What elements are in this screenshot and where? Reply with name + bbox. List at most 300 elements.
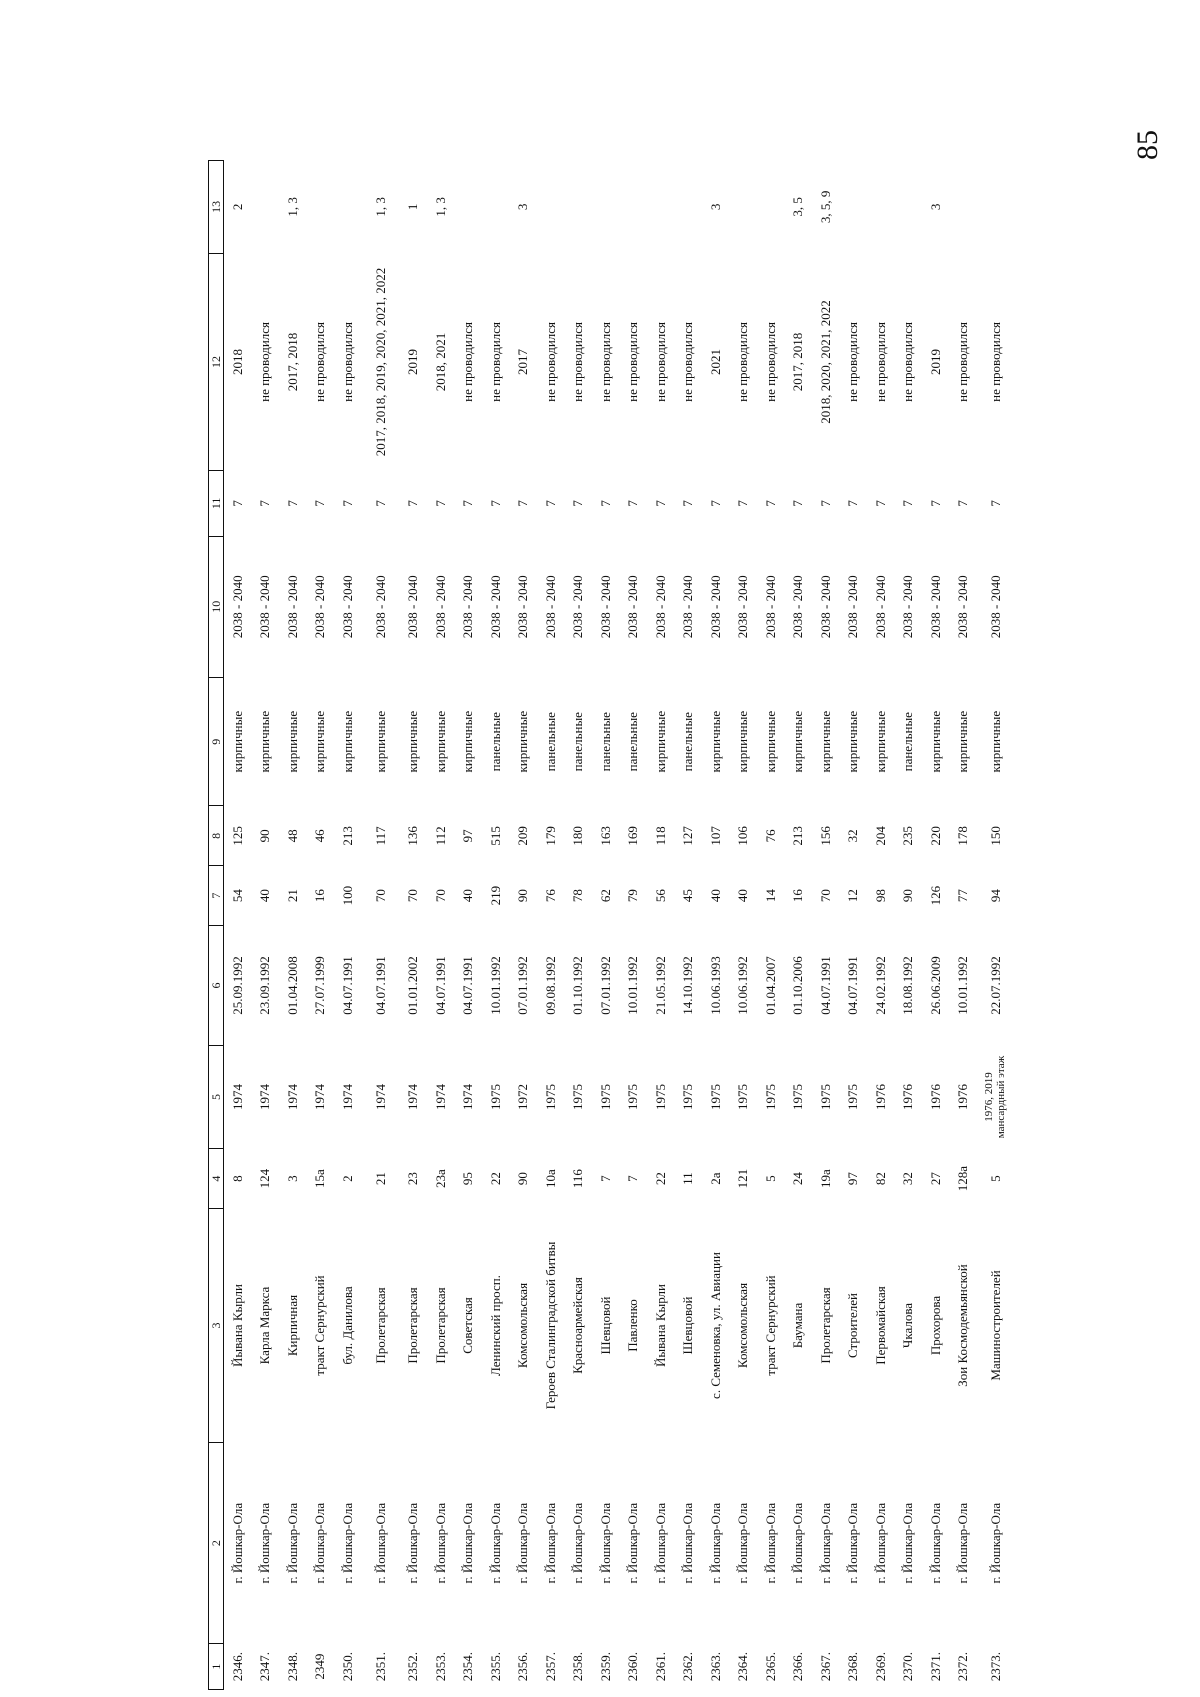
col12-cell: 2017, 2018 [790,332,806,392]
column-number-row [209,161,224,1690]
table-row [537,161,565,1690]
table-row [840,161,868,1690]
period-cell: 2038 - 2040 [625,575,641,639]
period-cell: 2038 - 2040 [339,575,355,639]
period-cell: 2038 - 2040 [229,575,245,639]
city-cell: г. Йошкар-Ола [762,1502,778,1584]
col8-cell: 76 [762,829,778,843]
row-number: 2361. [652,1652,668,1682]
table-row [757,161,785,1690]
city-cell: г. Йошкар-Ола [680,1502,696,1584]
material-cell: кирпичные [432,710,448,773]
material-cell: панельные [570,712,586,772]
material-cell: кирпичные [735,710,751,773]
date-cell: 09.08.1992 [542,956,558,1015]
col11-cell: 7 [872,500,888,507]
date-cell: 22.07.1992 [988,956,1004,1015]
col13-cell: 1, 3 [372,197,388,217]
city-cell: г. Йошкар-Ола [542,1502,558,1584]
column-number-4: 4 [209,1149,224,1209]
street-cell: Карла Маркса [257,1286,273,1365]
col11-cell: 7 [735,500,751,507]
street-cell: Комсомольская [735,1282,751,1369]
year-cell: 1975 [652,1083,668,1110]
date-cell: 07.01.1992 [515,956,531,1015]
city-cell: г. Йошкар-Ола [339,1502,355,1584]
col11-cell: 7 [405,500,421,507]
col8-cell: 213 [339,826,355,846]
street-cell: Ленинский просп. [487,1275,503,1376]
col13-cell: 3, 5, 9 [817,190,833,224]
row-number: 2363. [707,1652,723,1682]
column-number-7: 7 [209,866,224,926]
col11-cell: 7 [845,500,861,507]
col11-cell: 7 [460,500,476,507]
street-cell: Героев Сталинградской битвы [542,1241,558,1410]
house-cell: 116 [570,1169,586,1189]
col11-cell: 7 [487,500,503,507]
date-cell: 10.01.1992 [955,956,971,1015]
col11-cell: 7 [955,500,971,507]
year-cell: 1975 [597,1083,613,1110]
house-cell: 90 [515,1172,531,1186]
col12-cell: не проводился [680,321,696,402]
col11-cell: 7 [988,500,1004,507]
col7-cell: 90 [515,889,531,903]
year-cell: 1975 [845,1083,861,1110]
date-cell: 23.09.1992 [257,956,273,1015]
city-cell: г. Йошкар-Ола [312,1502,328,1584]
col12-cell: 2017 [515,348,531,375]
period-cell: 2038 - 2040 [900,575,916,639]
city-cell: г. Йошкар-Ола [405,1502,421,1584]
col8-cell: 213 [790,826,806,846]
street-cell: Йывана Кырли [229,1284,245,1368]
col13-cell [675,161,703,254]
street-cell: Шевцовой [680,1296,696,1355]
house-cell: 128а [955,1165,971,1192]
house-cell: 32 [900,1172,916,1186]
street-cell: Комсомольская [515,1282,531,1369]
city-cell: г. Йошкар-Ола [707,1502,723,1584]
table-row [565,161,593,1690]
col8-cell: 107 [707,826,723,846]
row-number: 2348. [284,1652,300,1682]
row-number: 2369. [872,1652,888,1682]
col7-cell: 126 [927,885,943,906]
col11-cell: 7 [652,500,668,507]
year-cell: 1975 [817,1083,833,1110]
col12-cell: не проводился [955,321,971,402]
col12-cell: не проводился [542,321,558,402]
col12-cell: 2018, 2021 [432,332,448,392]
col11-cell: 7 [312,500,328,507]
year-cell: 1976 [955,1083,971,1110]
material-cell: кирпичные [460,710,476,773]
period-cell: 2038 - 2040 [405,575,421,639]
row-number: 2350. [339,1652,355,1682]
house-cell: 97 [845,1172,861,1186]
street-cell: Красноармейская [570,1277,586,1374]
row-number: 2357. [542,1652,558,1682]
table-row [922,161,950,1690]
row-number: 2354. [460,1652,476,1682]
street-cell: Зои Космодемьянской [955,1264,971,1387]
col7-cell: 14 [762,889,778,903]
house-cell: 5 [762,1175,778,1182]
col12-cell: не проводился [762,321,778,402]
material-cell: кирпичные [229,710,245,773]
table-row [730,161,758,1690]
city-cell: г. Йошкар-Ола [257,1502,273,1584]
registry-sheet [208,160,1007,1690]
period-cell: 2038 - 2040 [735,575,751,639]
row-number: 2367. [817,1652,833,1682]
row-number: 2373. [988,1652,1004,1682]
city-cell: г. Йошкар-Ола [570,1502,586,1584]
date-cell: 04.07.1991 [845,956,861,1015]
period-cell: 2038 - 2040 [707,575,723,639]
city-cell: г. Йошкар-Ола [432,1502,448,1584]
row-number: 2352. [405,1652,421,1682]
table-row [675,161,703,1690]
house-cell: 5 [988,1175,1004,1182]
year-cell: 1972 [515,1083,531,1110]
row-number: 2353. [432,1652,448,1682]
col12-cell: не проводился [652,321,668,402]
col12-cell: не проводился [597,321,613,402]
year-cell: 1974 [312,1083,328,1110]
period-cell: 2038 - 2040 [570,575,586,639]
col8-cell: 204 [872,826,888,846]
year-cell: 1974 [405,1083,421,1110]
col12-cell: не проводился [312,321,328,402]
material-cell: кирпичные [652,710,668,773]
col13-cell: 2 [229,203,245,211]
col8-cell: 180 [570,826,586,846]
period-cell: 2038 - 2040 [257,575,273,639]
date-cell: 10.01.1992 [625,956,641,1015]
period-cell: 2038 - 2040 [845,575,861,639]
city-cell: г. Йошкар-Ола [652,1502,668,1584]
col8-cell: 178 [955,826,971,846]
city-cell: г. Йошкар-Ола [735,1502,751,1584]
table-row [252,161,280,1690]
row-number: 2347. [257,1652,273,1682]
col7-cell: 40 [460,889,476,903]
row-number: 2356. [515,1652,531,1682]
house-cell: 23а [432,1169,448,1188]
city-cell: г. Йошкар-Ола [372,1502,388,1584]
house-cell: 19а [817,1169,833,1188]
col7-cell: 219 [487,885,503,906]
col12-cell: не проводился [570,321,586,402]
col13-cell: 3, 5 [790,197,806,217]
col12-cell: не проводился [735,321,751,402]
house-cell: 124 [257,1168,273,1189]
col12-cell: не проводился [900,321,916,402]
street-cell: Пролетарская [372,1287,388,1364]
row-number: 2355. [487,1652,503,1682]
period-cell: 2038 - 2040 [680,575,696,639]
material-cell: панельные [900,712,916,772]
col7-cell: 21 [284,889,300,903]
date-cell: 04.07.1991 [432,956,448,1015]
period-cell: 2038 - 2040 [432,575,448,639]
year-cell: 1975 [707,1083,723,1110]
col7-cell: 16 [312,889,328,903]
house-cell: 22 [652,1172,668,1186]
col8-cell: 106 [735,826,751,846]
period-cell: 2038 - 2040 [312,575,328,639]
house-cell: 10а [542,1169,558,1188]
col13-cell: 3 [707,203,723,211]
table-row [647,161,675,1690]
column-number-3: 3 [209,1209,224,1443]
city-cell: г. Йошкар-Ола [988,1502,1004,1584]
year-cell: 1974 [432,1083,448,1110]
house-cell: 11 [680,1172,696,1185]
col11-cell: 7 [515,500,531,507]
period-cell: 2038 - 2040 [487,575,503,639]
col13-cell [757,161,785,254]
col12-cell: не проводился [872,321,888,402]
col13-cell [647,161,675,254]
col7-cell: 94 [988,889,1004,903]
date-cell: 26.06.2009 [927,956,943,1015]
row-number: 2349 [312,1653,328,1680]
col7-cell: 90 [900,889,916,903]
col11-cell: 7 [927,500,943,507]
col8-cell: 46 [312,829,328,843]
date-cell: 25.09.1992 [229,956,245,1015]
date-cell: 18.08.1992 [900,956,916,1015]
row-number: 2358. [570,1652,586,1682]
col13-cell [977,161,1015,254]
year-cell: 1975 [487,1083,503,1110]
col13-cell [307,161,335,254]
material-cell: кирпичные [312,710,328,773]
house-cell: 15а [312,1169,328,1188]
row-number: 2366. [790,1652,806,1682]
street-cell: Первомайская [872,1286,888,1365]
period-cell: 2038 - 2040 [790,575,806,639]
col13-cell [482,161,510,254]
row-number: 2346. [229,1652,245,1682]
col8-cell: 97 [460,829,476,843]
col8-cell: 169 [625,826,641,846]
row-number: 2368. [845,1652,861,1682]
col11-cell: 7 [339,500,355,507]
table-row [950,161,978,1690]
city-cell: г. Йошкар-Ола [790,1502,806,1584]
date-cell: 01.04.2007 [762,956,778,1015]
date-cell: 21.05.1992 [652,956,668,1015]
col11-cell: 7 [284,500,300,507]
city-cell: г. Йошкар-Ола [460,1502,476,1584]
col13-cell [950,161,978,254]
date-cell: 24.02.1992 [872,956,888,1015]
col11-cell: 7 [432,500,448,507]
street-cell: Пролетарская [432,1287,448,1364]
col13-cell: 1 [405,203,421,211]
col12-cell: 2019 [405,348,421,375]
col8-cell: 48 [284,829,300,843]
col12-cell: 2018 [229,348,245,375]
col11-cell: 7 [257,500,273,507]
column-number-5: 5 [209,1045,224,1148]
table-row [362,161,400,1690]
col7-cell: 40 [257,889,273,903]
col7-cell: 40 [707,889,723,903]
house-cell: 8 [229,1175,245,1182]
table-row [977,161,1015,1690]
col12-cell: 2021 [707,348,723,375]
city-cell: г. Йошкар-Ола [872,1502,888,1584]
date-cell: 07.01.1992 [597,956,613,1015]
street-cell: Чкалова [900,1302,916,1349]
registry-table [208,160,1015,1690]
street-cell: с. Семеновка, ул. Авиации [707,1252,723,1399]
col7-cell: 12 [845,889,861,903]
row-number: 2370. [900,1652,916,1682]
table-row [455,161,483,1690]
year-cell: 1975 [790,1083,806,1110]
material-cell: кирпичные [284,710,300,773]
col8-cell: 127 [680,826,696,846]
year-cell: 1975 [542,1083,558,1110]
table-row [482,161,510,1690]
row-number: 2365. [762,1652,778,1682]
table-row [812,161,840,1690]
year-cell: 1975 [625,1083,641,1110]
col13-cell: 1, 3 [284,197,300,217]
city-cell: г. Йошкар-Ола [927,1502,943,1584]
period-cell: 2038 - 2040 [652,575,668,639]
col13-cell [867,161,895,254]
col12-cell: не проводился [845,321,861,402]
period-cell: 2038 - 2040 [762,575,778,639]
city-cell: г. Йошкар-Ола [487,1502,503,1584]
year-cell: 1974 [257,1083,273,1110]
col13-cell [620,161,648,254]
house-cell: 82 [872,1172,888,1186]
city-cell: г. Йошкар-Ола [900,1502,916,1584]
material-cell: кирпичные [707,710,723,773]
material-cell: кирпичные [515,710,531,773]
col8-cell: 118 [652,826,668,846]
street-cell: Баумана [790,1302,806,1349]
col7-cell: 45 [680,889,696,903]
row-number: 2364. [735,1652,751,1682]
date-cell: 10.01.1992 [487,956,503,1015]
street-cell: Строителей [845,1293,861,1358]
row-number: 2351. [372,1652,388,1682]
col8-cell: 32 [845,829,861,843]
col7-cell: 40 [735,889,751,903]
col8-cell: 150 [988,826,1004,846]
street-cell: Пролетарская [817,1287,833,1364]
year-cell: 1974 [372,1083,388,1110]
house-cell: 24 [790,1172,806,1186]
column-number-1: 1 [209,1644,224,1690]
period-cell: 2038 - 2040 [872,575,888,639]
house-cell: 23 [405,1172,421,1186]
house-cell: 121 [735,1168,751,1189]
col7-cell: 100 [339,885,355,906]
col12-cell: не проводился [988,321,1004,402]
year-cell: 1976 [872,1083,888,1110]
col11-cell: 7 [790,500,806,507]
col8-cell: 515 [487,826,503,846]
col8-cell: 156 [817,826,833,846]
street-cell: Прохорова [927,1295,943,1356]
col11-cell: 7 [817,500,833,507]
street-cell: Йывана Кырли [652,1284,668,1368]
row-number: 2362. [680,1652,696,1682]
col13-cell [334,161,362,254]
table-row [895,161,923,1690]
table-row [307,161,335,1690]
table-row [785,161,813,1690]
row-number: 2371. [927,1652,943,1682]
city-cell: г. Йошкар-Ола [515,1502,531,1584]
col11-cell: 7 [597,500,613,507]
column-number-6: 6 [209,926,224,1046]
col7-cell: 98 [872,889,888,903]
col7-cell: 70 [432,889,448,903]
year-cell: 1976 [900,1083,916,1110]
street-cell: Советская [460,1297,476,1354]
col8-cell: 220 [927,826,943,846]
col8-cell: 90 [257,829,273,843]
date-cell: 27.07.1999 [312,956,328,1015]
col7-cell: 79 [625,889,641,903]
column-number-11: 11 [209,471,224,536]
city-cell: г. Йошкар-Ола [625,1502,641,1584]
date-cell: 10.06.1992 [735,956,751,1015]
material-cell: кирпичные [927,710,943,773]
table-body [224,161,1016,1690]
table-row [867,161,895,1690]
year-cell: 1975 [570,1083,586,1110]
period-cell: 2038 - 2040 [372,575,388,639]
material-cell: кирпичные [405,710,421,773]
col11-cell: 7 [680,500,696,507]
date-cell: 14.10.1992 [680,956,696,1015]
city-cell: г. Йошкар-Ола [284,1502,300,1584]
col13-cell [730,161,758,254]
house-cell: 3 [284,1175,300,1182]
year-cell: 1976, 2019 мансардный этаж [983,1055,1007,1139]
col12-cell: 2017, 2018, 2019, 2020, 2021, 2022 [372,267,388,457]
col11-cell: 7 [372,500,388,507]
col8-cell: 179 [542,826,558,846]
col11-cell: 7 [625,500,641,507]
col12-cell: не проводился [257,321,273,402]
street-cell: Пролетарская [405,1287,421,1364]
col13-cell [592,161,620,254]
house-cell: 21 [372,1172,388,1186]
col7-cell: 78 [570,889,586,903]
col13-cell [537,161,565,254]
street-cell: бул. Данилова [339,1286,355,1365]
col8-cell: 163 [597,826,613,846]
col11-cell: 7 [570,500,586,507]
date-cell: 01.10.1992 [570,956,586,1015]
house-cell: 2 [339,1175,355,1182]
material-cell: панельные [542,712,558,772]
